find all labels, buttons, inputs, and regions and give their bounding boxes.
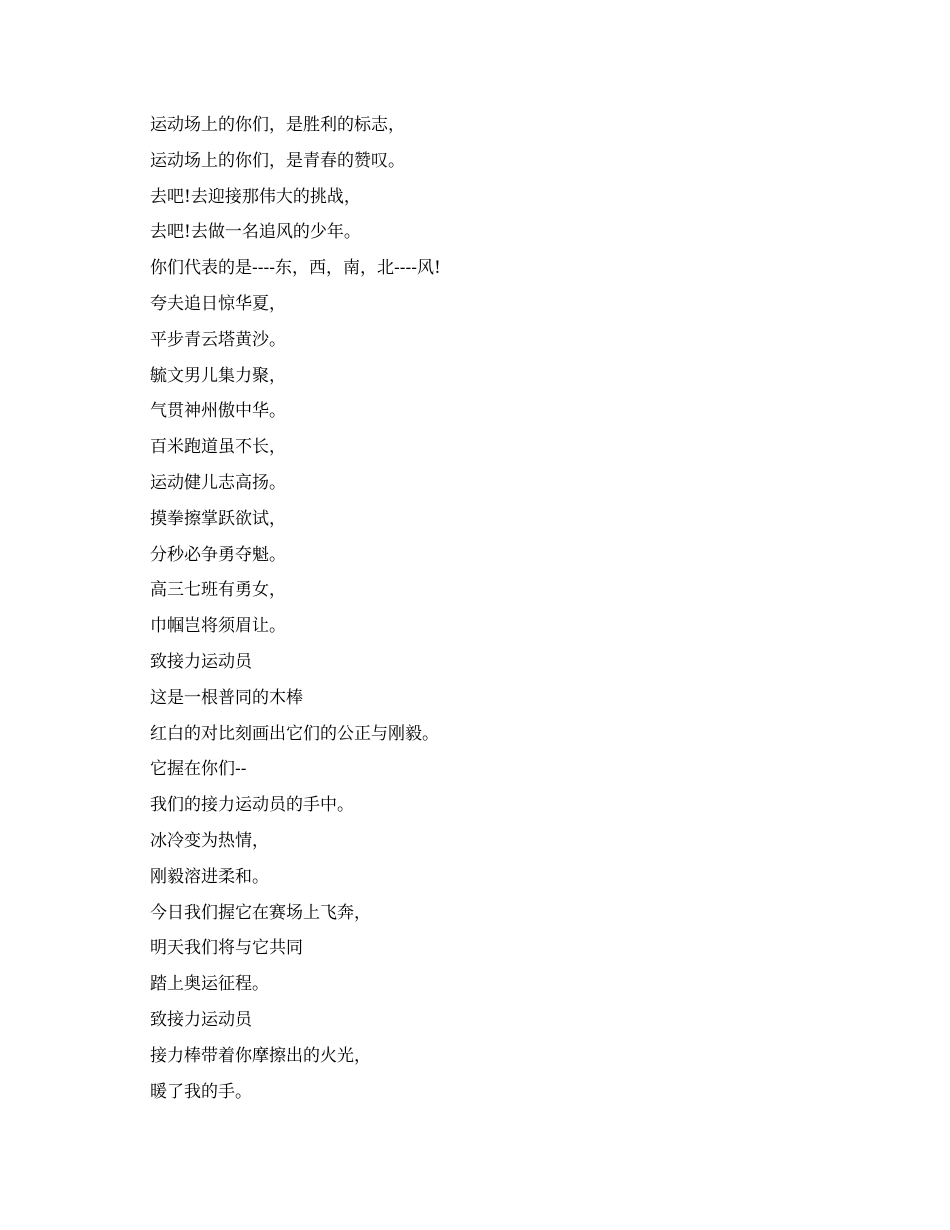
text-line: 明天我们将与它共同	[150, 938, 303, 959]
text-line: 巾帼岂将须眉让。	[150, 616, 286, 637]
text-line: 接力棒带着你摩擦出的火光，	[150, 1045, 371, 1066]
text-line: 红白的对比刻画出它们的公正与刚毅。	[150, 723, 439, 744]
section-heading: 致接力运动员	[150, 1009, 252, 1030]
text-line: 暖了我的手。	[150, 1081, 252, 1102]
text-line: 冰冷变为热情，	[150, 830, 269, 851]
text-line: 平步青云塔黄沙。	[150, 329, 286, 350]
text-line: 运动场上的你们，是胜利的标志，	[150, 115, 405, 135]
poem-text-block	[150, 108, 850, 1110]
text-line: 这是一根普同的木棒	[150, 687, 303, 708]
text-line: 它握在你们--	[150, 759, 247, 780]
text-line: 百米跑道虽不长，	[150, 437, 286, 458]
text-line: 摸拳擦掌跃欲试，	[150, 508, 286, 529]
text-line: 今日我们握它在赛场上飞奔，	[150, 902, 371, 923]
text-line: 去吧!去做一名追风的少年。	[150, 222, 361, 243]
text-line: 刚毅溶进柔和。	[150, 866, 269, 887]
text-line: 你们代表的是----东，西，南，北----风!	[150, 258, 441, 279]
text-line: 运动场上的你们，是青春的赞叹。	[150, 150, 405, 171]
text-line: 夸夫追日惊华夏，	[150, 293, 286, 314]
text-line: 毓文男儿集力聚，	[150, 365, 286, 386]
text-line: 我们的接力运动员的手中。	[150, 795, 354, 816]
text-line: 运动健儿志高扬。	[150, 472, 286, 493]
text-line: 去吧!去迎接那伟大的挑战，	[150, 186, 361, 207]
section-heading: 致接力运动员	[150, 651, 252, 672]
text-line: 分秒必争勇夺魁。	[150, 544, 286, 565]
text-line: 踏上奥运征程。	[150, 974, 269, 995]
text-line: 气贯神州傲中华。	[150, 401, 286, 422]
text-line: 高三七班有勇女，	[150, 580, 286, 601]
